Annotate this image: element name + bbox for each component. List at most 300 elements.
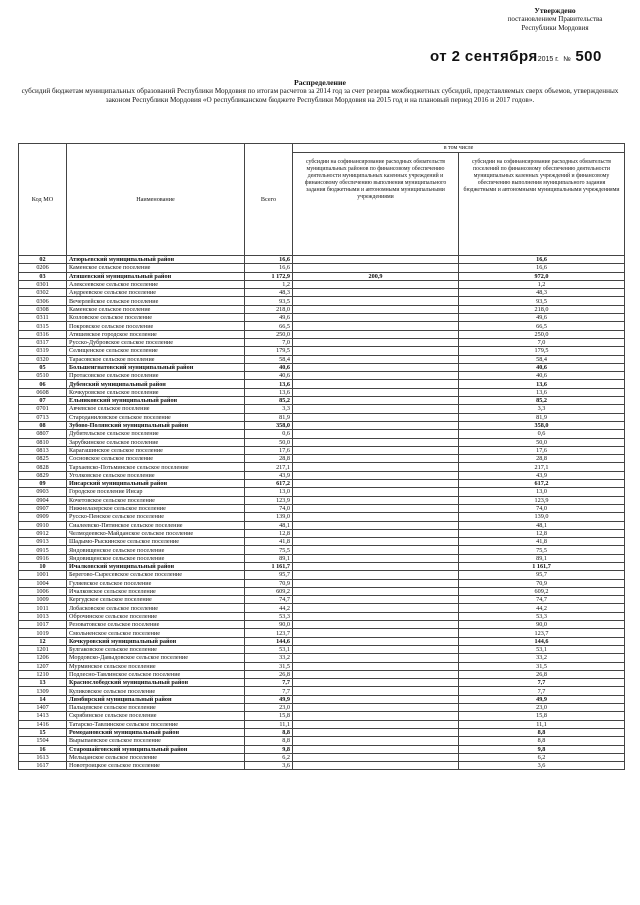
cell-total: 123,9 [245,496,293,504]
table-row [19,687,625,695]
cell-code: 0912 [19,529,67,537]
cell-name: Вечерлейское сельское поселение [67,297,245,305]
cell-name: Краснослободский муниципальный район [67,679,245,687]
header-name: Наименование [67,144,245,256]
cell-total: 8,8 [245,728,293,736]
cell-total: 93,5 [245,297,293,305]
cell-district-subsidy [293,471,459,479]
cell-district-subsidy [293,554,459,562]
cell-district-subsidy [293,571,459,579]
document-heading [20,78,620,105]
cell-code: 0311 [19,314,67,322]
cell-code: 0306 [19,297,67,305]
cell-total: 13,6 [245,380,293,388]
cell-district-subsidy [293,347,459,355]
table-row [19,496,625,504]
table-row [19,289,625,297]
cell-settlement-subsidy: 218,0 [459,305,625,313]
cell-district-subsidy [293,513,459,521]
cell-district-subsidy [293,546,459,554]
cell-code: 0206 [19,264,67,272]
table-row [19,272,625,280]
cell-code: 0903 [19,488,67,496]
cell-total: 49,9 [245,695,293,703]
table-row [19,338,625,346]
cell-total: 43,9 [245,471,293,479]
cell-name: Кочкуровское сельское поселение [67,388,245,396]
table-row [19,397,625,405]
cell-name: Дубенский муниципальный район [67,380,245,388]
cell-settlement-subsidy: 53,3 [459,612,625,620]
table-row [19,438,625,446]
table-row [19,629,625,637]
cell-name: Козловское сельское поселение [67,314,245,322]
cell-name: Мельцанское сельское поселение [67,753,245,761]
cell-name: Нижнелазерское сельское поселение [67,504,245,512]
cell-settlement-subsidy: 23,0 [459,704,625,712]
cell-settlement-subsidy: 12,8 [459,529,625,537]
cell-total: 617,2 [245,480,293,488]
table-row [19,728,625,736]
header-code: Код МО [19,144,67,256]
cell-total: 1 161,7 [245,562,293,570]
cell-code: 0810 [19,438,67,446]
cell-total: 11,1 [245,720,293,728]
table-row [19,322,625,330]
cell-district-subsidy [293,670,459,678]
cell-district-subsidy [293,280,459,288]
cell-settlement-subsidy: 609,2 [459,587,625,595]
cell-name: Селищенское сельское поселение [67,347,245,355]
table-row [19,753,625,761]
cell-total: 358,0 [245,421,293,429]
cell-code: 1201 [19,645,67,653]
cell-name: Тархаевско-Потьминское сельское поселение [67,463,245,471]
cell-district-subsidy [293,737,459,745]
cell-settlement-subsidy: 74,7 [459,596,625,604]
table-row [19,712,625,720]
cell-settlement-subsidy: 617,2 [459,480,625,488]
cell-name: Смольненское сельское поселение [67,629,245,637]
table-row [19,504,625,512]
cell-settlement-subsidy: 16,6 [459,264,625,272]
cell-name: Авчевское сельское поселение [67,405,245,413]
table-row [19,637,625,645]
cell-code: 1407 [19,704,67,712]
cell-district-subsidy [293,612,459,620]
table-row [19,264,625,272]
table-body [19,256,625,770]
cell-total: 26,8 [245,670,293,678]
cell-code: 03 [19,272,67,280]
stamp-month: сентября [464,48,538,65]
cell-code: 0910 [19,521,67,529]
cell-name: Новотроицкое сельское поселение [67,762,245,770]
cell-code: 0302 [19,289,67,297]
cell-settlement-subsidy: 48,3 [459,289,625,297]
cell-code: 07 [19,397,67,405]
cell-name: Атюрьевский муниципальный район [67,256,245,264]
cell-name: Кочкуровский муниципальный район [67,637,245,645]
cell-name: Лобасковское сельское поселение [67,604,245,612]
table-row [19,538,625,546]
table-row [19,596,625,604]
table-row [19,380,625,388]
approval-line: Республики Мордовия [521,24,589,32]
stamp-day: 2 [451,48,461,65]
cell-settlement-subsidy: 44,2 [459,604,625,612]
cell-code: 06 [19,380,67,388]
cell-district-subsidy [293,621,459,629]
cell-total: 58,4 [245,355,293,363]
cell-code: 14 [19,695,67,703]
table-row [19,654,625,662]
cell-total: 218,0 [245,305,293,313]
cell-name: Вырыпаевское сельское поселение [67,737,245,745]
cell-code: 1019 [19,629,67,637]
table-row [19,645,625,653]
cell-district-subsidy [293,388,459,396]
cell-name: Каменское сельское поселение [67,305,245,313]
table-row [19,330,625,338]
cell-settlement-subsidy: 75,5 [459,546,625,554]
cell-total: 40,6 [245,372,293,380]
cell-total: 0,6 [245,430,293,438]
cell-district-subsidy [293,397,459,405]
cell-code: 02 [19,256,67,264]
cell-name: Куликовское сельское поселение [67,687,245,695]
table-row [19,421,625,429]
cell-total: 48,1 [245,521,293,529]
cell-total: 49,6 [245,314,293,322]
stamp-year: 2015 г. [537,56,559,63]
cell-district-subsidy [293,496,459,504]
cell-settlement-subsidy: 16,6 [459,256,625,264]
cell-total: 48,3 [245,289,293,297]
cell-district-subsidy [293,538,459,546]
cell-name: Большеигнатовский муниципальный район [67,363,245,371]
cell-settlement-subsidy: 13,6 [459,388,625,396]
cell-code: 1309 [19,687,67,695]
cell-district-subsidy [293,421,459,429]
cell-settlement-subsidy: 58,4 [459,355,625,363]
cell-code: 0807 [19,430,67,438]
cell-settlement-subsidy: 7,7 [459,687,625,695]
cell-name: Берегово-Сыресевское сельское поселение [67,571,245,579]
cell-name: Русско-Пенское сельское поселение [67,513,245,521]
cell-total: 44,2 [245,604,293,612]
cell-total: 28,8 [245,455,293,463]
cell-name: Ельниковский муниципальный район [67,397,245,405]
cell-settlement-subsidy: 53,1 [459,645,625,653]
cell-name: Татарско-Тавлинское сельское поселение [67,720,245,728]
cell-settlement-subsidy: 26,8 [459,670,625,678]
cell-code: 0916 [19,554,67,562]
cell-name: Старошайговский муниципальный район [67,745,245,753]
cell-district-subsidy [293,654,459,662]
table-row [19,529,625,537]
cell-total: 90,0 [245,621,293,629]
table-row [19,256,625,264]
cell-code: 0701 [19,405,67,413]
cell-district-subsidy [293,645,459,653]
table-row [19,670,625,678]
cell-settlement-subsidy: 48,1 [459,521,625,529]
cell-total: 95,7 [245,571,293,579]
cell-total: 53,1 [245,645,293,653]
cell-code: 1206 [19,654,67,662]
cell-code: 10 [19,562,67,570]
cell-code: 0308 [19,305,67,313]
cell-settlement-subsidy: 90,0 [459,621,625,629]
cell-name: Мурминское сельское поселение [67,662,245,670]
stamp-prefix: от [430,48,448,65]
cell-code: 0315 [19,322,67,330]
header-settlement-subsidies: субсидии на софинансирование расходных обязательств поселений по финансовому обеспечению деятельности муниципальных казенных учреждений и финансовому обеспечению выполнения муниципального задания бюджетными и автономными муниципальными учреждениями [459,153,625,256]
cell-district-subsidy [293,637,459,645]
cell-district-subsidy [293,264,459,272]
cell-settlement-subsidy: 13,6 [459,380,625,388]
cell-name: Староданиловское сельское поселение [67,413,245,421]
cell-total: 15,8 [245,712,293,720]
table-row [19,720,625,728]
table-row [19,413,625,421]
cell-code: 0510 [19,372,67,380]
cell-district-subsidy [293,405,459,413]
cell-settlement-subsidy: 66,5 [459,322,625,330]
cell-code: 1013 [19,612,67,620]
cell-code: 09 [19,480,67,488]
cell-name: Атяшевское городское поселение [67,330,245,338]
cell-settlement-subsidy: 250,0 [459,330,625,338]
cell-district-subsidy [293,338,459,346]
cell-settlement-subsidy: 43,9 [459,471,625,479]
cell-district-subsidy [293,529,459,537]
cell-total: 6,2 [245,753,293,761]
cell-settlement-subsidy: 123,7 [459,629,625,637]
cell-district-subsidy [293,446,459,454]
cell-district-subsidy [293,438,459,446]
cell-total: 74,7 [245,596,293,604]
cell-settlement-subsidy: 33,2 [459,654,625,662]
cell-code: 0319 [19,347,67,355]
cell-code: 0913 [19,538,67,546]
cell-total: 123,7 [245,629,293,637]
cell-code: 0828 [19,463,67,471]
cell-district-subsidy [293,322,459,330]
cell-district-subsidy [293,372,459,380]
cell-code: 0320 [19,355,67,363]
cell-settlement-subsidy: 0,6 [459,430,625,438]
cell-name: Оброчинское сельское поселение [67,612,245,620]
table-row [19,297,625,305]
cell-code: 12 [19,637,67,645]
cell-settlement-subsidy: 1 161,7 [459,562,625,570]
cell-settlement-subsidy: 15,8 [459,712,625,720]
cell-total: 41,8 [245,538,293,546]
cell-district-subsidy [293,728,459,736]
cell-code: 0317 [19,338,67,346]
cell-district-subsidy [293,579,459,587]
cell-total: 179,5 [245,347,293,355]
table-row [19,480,625,488]
cell-district-subsidy [293,521,459,529]
cell-district-subsidy [293,355,459,363]
cell-district-subsidy [293,305,459,313]
cell-name: Ичалковское сельское поселение [67,587,245,595]
cell-name: Скрябинское сельское поселение [67,712,245,720]
cell-settlement-subsidy: 89,1 [459,554,625,562]
cell-total: 7,7 [245,687,293,695]
table-row [19,463,625,471]
cell-name: Подлесно-Тавлинское сельское поселение [67,670,245,678]
cell-district-subsidy [293,687,459,695]
cell-total: 31,5 [245,662,293,670]
cell-total: 3,6 [245,762,293,770]
cell-district-subsidy: 200,9 [293,272,459,280]
cell-code: 0829 [19,471,67,479]
cell-district-subsidy [293,488,459,496]
date-stamp [430,48,602,66]
cell-total: 66,5 [245,322,293,330]
cell-total: 17,6 [245,446,293,454]
table-row [19,679,625,687]
cell-total: 74,0 [245,504,293,512]
cell-settlement-subsidy: 49,6 [459,314,625,322]
cell-settlement-subsidy: 74,0 [459,504,625,512]
table-row [19,280,625,288]
cell-name: Кочетовское сельское поселение [67,496,245,504]
cell-district-subsidy [293,314,459,322]
cell-district-subsidy [293,762,459,770]
cell-total: 23,0 [245,704,293,712]
cell-total: 40,6 [245,363,293,371]
stamp-number-label: № [563,56,571,63]
cell-code: 15 [19,728,67,736]
cell-settlement-subsidy: 144,6 [459,637,625,645]
table-row [19,363,625,371]
table-row [19,571,625,579]
cell-name: Гуляевское сельское поселение [67,579,245,587]
cell-settlement-subsidy: 6,2 [459,753,625,761]
cell-district-subsidy [293,256,459,264]
cell-code: 0907 [19,504,67,512]
cell-district-subsidy [293,455,459,463]
cell-name: Русско-Дубровское сельское поселение [67,338,245,346]
cell-code: 0316 [19,330,67,338]
cell-code: 08 [19,421,67,429]
cell-district-subsidy [293,480,459,488]
cell-total: 8,8 [245,737,293,745]
cell-district-subsidy [293,587,459,595]
cell-settlement-subsidy: 49,9 [459,695,625,703]
cell-settlement-subsidy: 17,6 [459,446,625,454]
cell-name: Яндовищенское сельское поселение [67,546,245,554]
table-row [19,355,625,363]
cell-name: Яндовищенское сельское поселение [67,554,245,562]
table-row [19,554,625,562]
table-row [19,521,625,529]
cell-settlement-subsidy: 7,0 [459,338,625,346]
table-row [19,745,625,753]
table-row [19,704,625,712]
cell-total: 70,9 [245,579,293,587]
cell-total: 75,5 [245,546,293,554]
cell-name: Ромодановский муниципальный район [67,728,245,736]
cell-settlement-subsidy: 217,1 [459,463,625,471]
cell-settlement-subsidy: 40,6 [459,363,625,371]
table-row [19,737,625,745]
cell-name: Булгаковское сельское поселение [67,645,245,653]
cell-district-subsidy [293,430,459,438]
cell-name: Каменское сельское поселение [67,264,245,272]
table-row [19,372,625,380]
cell-code: 05 [19,363,67,371]
cell-district-subsidy [293,753,459,761]
cell-code: 0904 [19,496,67,504]
cell-code: 1009 [19,596,67,604]
cell-total: 3,3 [245,405,293,413]
cell-name: Кергудское сельское поселение [67,596,245,604]
cell-total: 89,1 [245,554,293,562]
cell-name: Алексеевское сельское поселение [67,280,245,288]
cell-name: Протасовское сельское поселение [67,372,245,380]
cell-name: Андреевское сельское поселение [67,289,245,297]
table-row [19,587,625,595]
cell-settlement-subsidy: 41,8 [459,538,625,546]
table-row [19,612,625,620]
cell-code: 1006 [19,587,67,595]
table-row [19,347,625,355]
approval-block [500,6,610,33]
cell-total: 33,2 [245,654,293,662]
distribution-table [18,143,625,770]
cell-name: Городское поселение Инсар [67,488,245,496]
cell-total: 144,6 [245,637,293,645]
cell-total: 1 172,9 [245,272,293,280]
cell-settlement-subsidy: 40,6 [459,372,625,380]
cell-total: 85,2 [245,397,293,405]
table-row [19,471,625,479]
cell-code: 1617 [19,762,67,770]
cell-name: Мордовско-Давыдовское сельское поселение [67,654,245,662]
approval-title: Утверждено [534,6,576,15]
table-row [19,455,625,463]
table-row [19,513,625,521]
cell-name: Резоватовское сельское поселение [67,621,245,629]
cell-settlement-subsidy: 8,8 [459,728,625,736]
table-row [19,446,625,454]
cell-total: 7,7 [245,679,293,687]
cell-total: 139,0 [245,513,293,521]
cell-name: Ичалковский муниципальный район [67,562,245,570]
cell-district-subsidy [293,463,459,471]
cell-settlement-subsidy: 8,8 [459,737,625,745]
cell-settlement-subsidy: 3,6 [459,762,625,770]
cell-district-subsidy [293,413,459,421]
approval-line: постановлением Правительства [507,15,603,23]
cell-settlement-subsidy: 972,0 [459,272,625,280]
cell-name: Уголковское сельское поселение [67,471,245,479]
cell-district-subsidy [293,380,459,388]
table-row [19,314,625,322]
cell-code: 0608 [19,388,67,396]
cell-district-subsidy [293,330,459,338]
cell-code: 1011 [19,604,67,612]
cell-district-subsidy [293,695,459,703]
cell-district-subsidy [293,504,459,512]
cell-total: 7,0 [245,338,293,346]
